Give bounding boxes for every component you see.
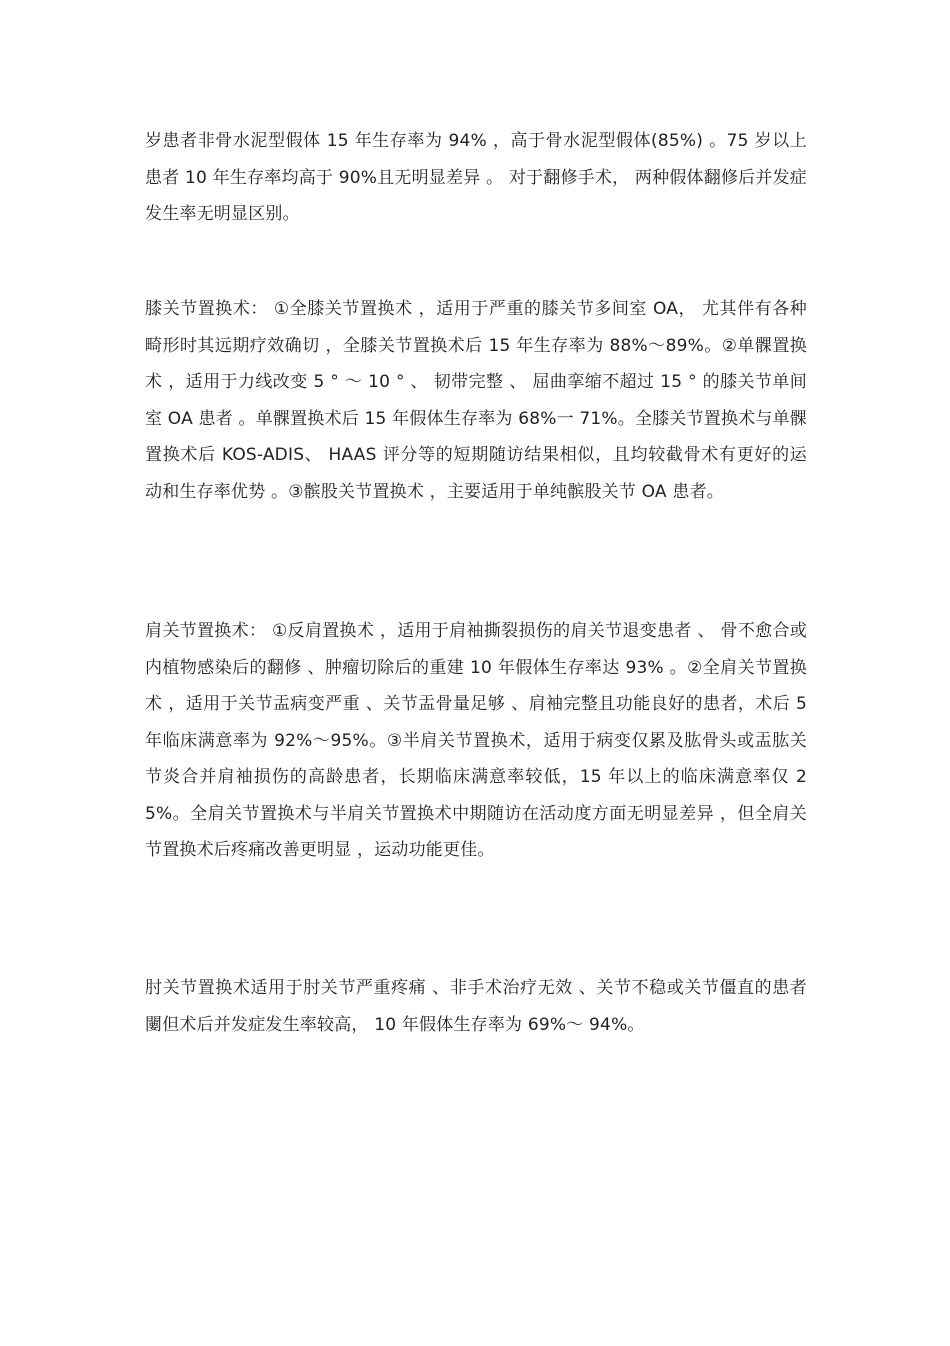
paragraph-elbow-replacement: 肘关节置换术适用于肘关节严重疼痛 、非手术治疗无效 、关节不稳或关节僵直的患者闄但术后并发症发生率较高， 10 年假体生存率为 69%～ 94%。 — [145, 978, 807, 1035]
paragraph-hip-survival: 岁患者非骨水泥型假体 15 年生存率为 94% ，高于骨水泥型假体(85%) 。75 岁以上患者 10 年生存率均高于 90%且无明显差异 。 对于翻修手术， 两种假体翻修后并发症发生率无明显区别。 — [145, 131, 807, 224]
paragraph-shoulder-replacement: 肩关节置换术： ①反肩置换术 ，适用于肩袖撕裂损伤的肩关节退变患者 、 骨不愈合或内植物感染后的翻修 、肿瘤切除后的重建 10 年假体生存率达 93% 。②全肩关节置换术 ，适用于关节盂病变严重 、关节盂骨量足够 、肩袖完整且功能良好的患者，术后 5 年临床满意率为 92%～95%。③半肩关节置换术，适用于病变仅累及肱骨头或盂肱关节炎合并肩袖损伤的高龄患者，长期临床满意率较低，15 年以上的临床满意率仅 25%。全肩关节置换术与半肩关节置换术中期随访在活动度方面无明显差异 ，但全肩关节置换术后疼痛改善更明显 ，运动功能更佳。 — [145, 621, 807, 860]
paragraph-knee-replacement: 膝关节置换术： ①全膝关节置换术 ，适用于严重的膝关节多间室 OA， 尤其伴有各种畸形时其远期疗效确切 ，全膝关节置换术后 15 年生存率为 88%～89%。②单髁置换术 ，适用于力线改变 5 ° ～ 10 ° 、 韧带完整 、 屈曲挛缩不超过 15 ° 的膝关节单间室 OA 患者 。单髁置换术后 15 年假体生存率为 68%一 71%。全膝关节置换术与单髁置换术后 KOS-ADIS、 HAAS 评分等的短期随访结果相似，且均较截骨术有更好的运动和生存率优势 。③髌股关节置换术 ，主要适用于单纯髌股关节 OA 患者。 — [145, 299, 807, 502]
